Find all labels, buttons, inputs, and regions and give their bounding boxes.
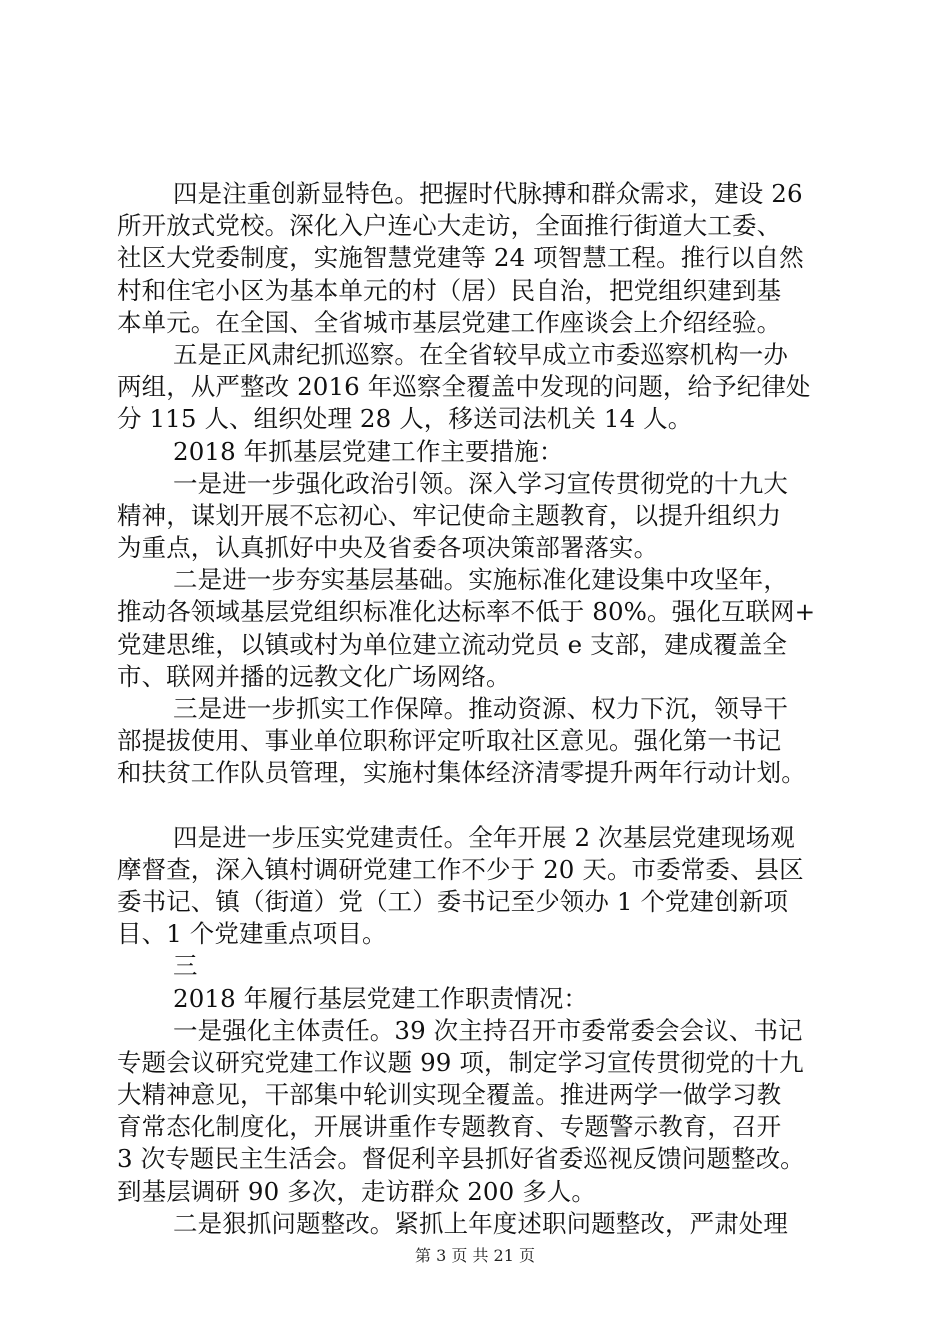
paragraph-line: 委书记、镇（街道）党（工）委书记至少领办 1 个党建创新项: [117, 886, 789, 916]
paragraph-line: 三是进一步抓实工作保障。推动资源、权力下沉，领导干: [173, 694, 788, 723]
paragraph-line: 村和住宅小区为基本单元的村（居）民自治，把党组织建到基: [117, 275, 782, 305]
blank-line: [117, 790, 837, 822]
paragraph-line: 为重点，认真抓好中央及省委各项决策部署落实。: [117, 533, 659, 563]
paragraph-line: 和扶贫工作队员管理，实施村集体经济清零提升两年行动计划。: [117, 758, 806, 788]
paragraph-line: 到基层调研 90 多次，走访群众 200 多人。: [117, 1176, 596, 1206]
section-heading: 2018 年抓基层党建工作主要措施：: [173, 436, 564, 466]
paragraph-line: 一是进一步强化政治引领。深入学习宣传贯彻党的十九大: [173, 468, 788, 498]
page-footer: 第 3 页 共 21 页: [415, 1246, 535, 1265]
paragraph-line: 一是强化主体责任。39 次主持召开市委常委会会议、书记: [173, 1015, 803, 1045]
document-body: [117, 178, 837, 1240]
paragraph-line: 专题会议研究党建工作议题 99 项，制定学习宣传贯彻党的十九: [117, 1047, 804, 1077]
paragraph-line: 部提拔使用、事业单位职称评定听取社区意见。强化第一书记: [117, 726, 782, 756]
paragraph-line: 目、1 个党建重点项目。: [117, 919, 387, 949]
section-heading: 2018 年履行基层党建工作职责情况：: [173, 983, 589, 1013]
paragraph-line: 推动各领域基层党组织标准化达标率不低于 80%。强化互联网+: [117, 597, 816, 627]
paragraph-line: 分 115 人、组织处理 28 人，移送司法机关 14 人。: [117, 404, 693, 434]
paragraph-line: 五是正风肃纪抓巡察。在全省较早成立市委巡察机构一办: [173, 339, 788, 369]
paragraph-line: 摩督查，深入镇村调研党建工作不少于 20 天。市委常委、县区: [117, 854, 804, 884]
paragraph-line: 党建思维，以镇或村为单位建立流动党员 e 支部，建成覆盖全: [117, 629, 787, 659]
section-number: 三: [173, 951, 198, 981]
paragraph-line: 市、联网并播的远教文化广场网络。: [117, 661, 511, 691]
paragraph-line: 四是注重创新显特色。把握时代脉搏和群众需求，建设 26: [173, 179, 803, 208]
paragraph-line: 二是进一步夯实基层基础。实施标准化建设集中攻坚年，: [173, 565, 788, 595]
paragraph-line: 3 次专题民主生活会。督促利辛县抓好省委巡视反馈问题整改。: [117, 1144, 805, 1174]
paragraph-line: 社区大党委制度，实施智慧党建等 24 项智慧工程。推行以自然: [117, 243, 804, 273]
paragraph-line: 大精神意见，干部集中轮训实现全覆盖。推进两学一做学习教: [117, 1080, 782, 1110]
paragraph-line: 所开放式党校。深化入户连心大走访，全面推行街道大工委、: [117, 211, 782, 241]
paragraph-line: 育常态化制度化，开展讲重作专题教育、专题警示教育，召开: [117, 1112, 782, 1142]
paragraph-line: 本单元。在全国、全省城市基层党建工作座谈会上介绍经验。: [117, 307, 782, 337]
paragraph-line: 两组，从严整改 2016 年巡察全覆盖中发现的问题，给予纪律处: [117, 372, 811, 402]
paragraph-line: 四是进一步压实党建责任。全年开展 2 次基层党建现场观: [173, 822, 795, 852]
paragraph-line: 二是狠抓问题整改。紧抓上年度述职问题整改，严肃处理: [173, 1208, 788, 1238]
paragraph-line: 精神，谋划开展不忘初心、牢记使命主题教育，以提升组织力: [117, 500, 782, 530]
